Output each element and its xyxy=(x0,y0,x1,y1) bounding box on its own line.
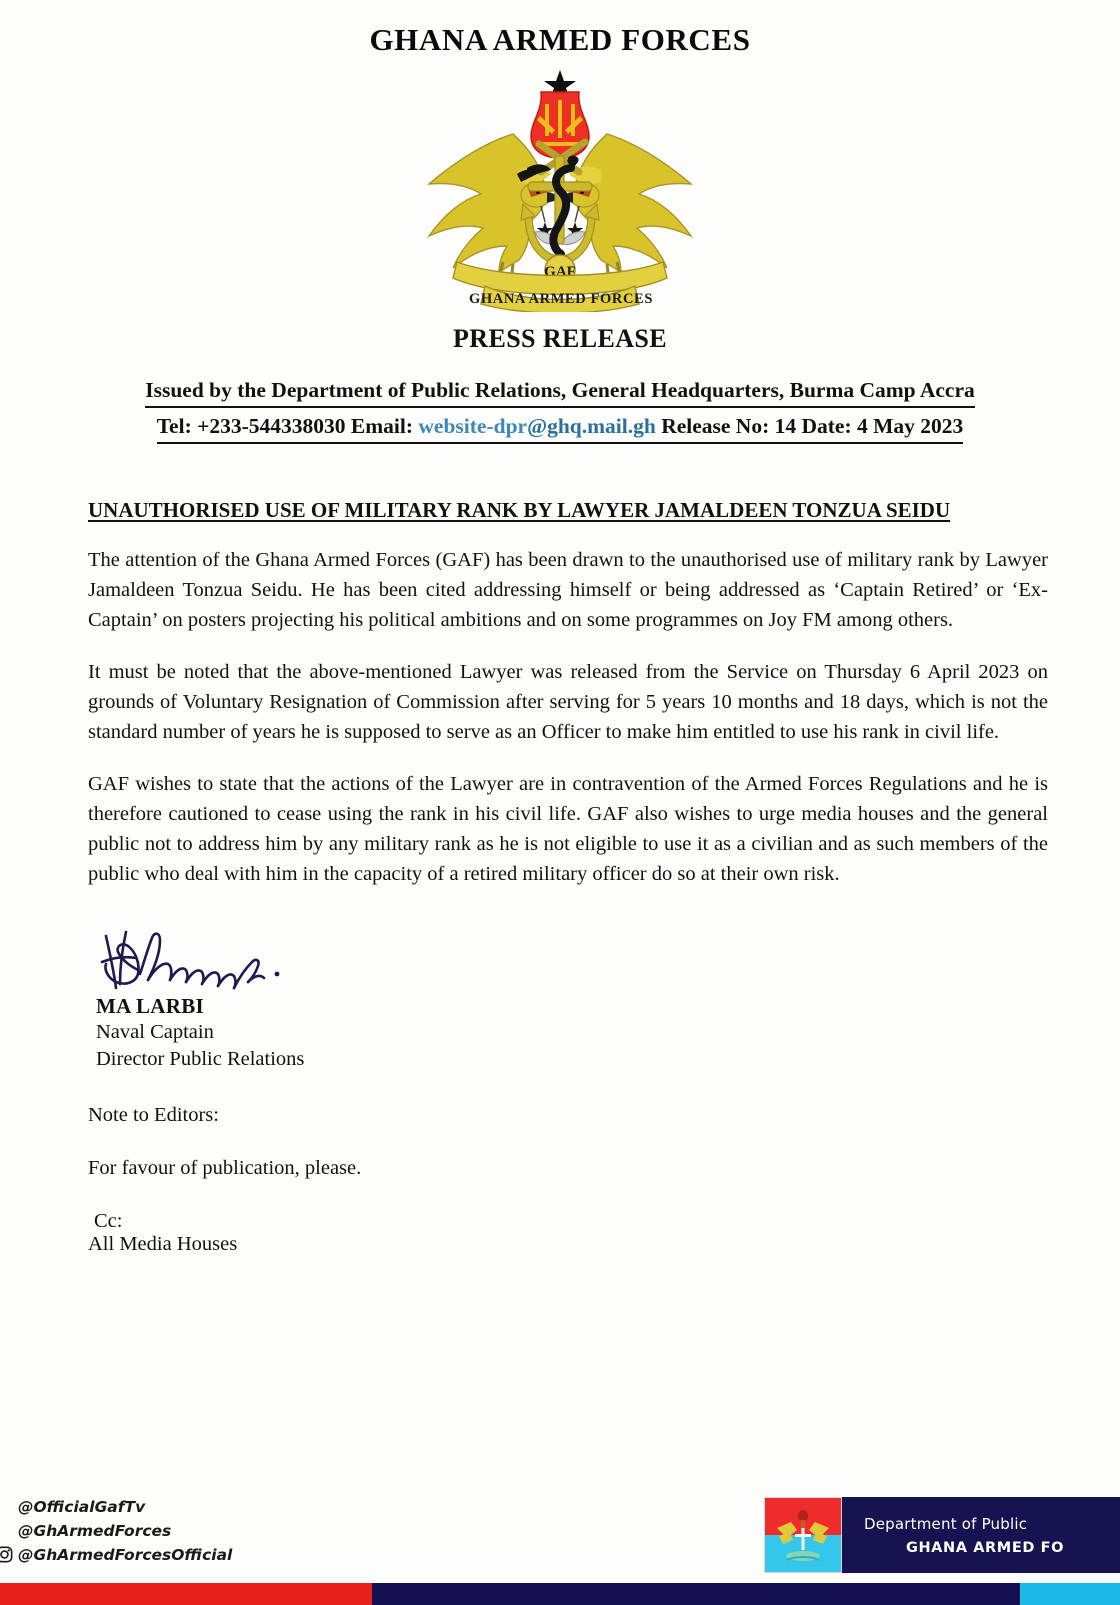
body-paragraph: It must be noted that the above-mentioned Lawyer was released from the Service on Thursday 6 April 2023 on grounds of Voluntary Resignation of Commission after serving for 5 years 10 months and 18 days, which is not the standard number of years he is supposed to serve as an Officer to make him entitled to use his rank in civil life. xyxy=(88,661,1048,743)
closing-block xyxy=(88,1104,1048,1256)
cc-block xyxy=(88,1210,1048,1256)
document-subject-heading: UNAUTHORISED USE OF MILITARY RANK BY LAWYER JAMALDEEN TONZUA SEIDU xyxy=(88,498,951,523)
footer-color-bar xyxy=(0,1583,1120,1605)
color-bar-segment-navy xyxy=(372,1583,1020,1605)
issued-by-block xyxy=(0,376,1120,444)
email-colon: : xyxy=(405,414,414,439)
department-footer-badge xyxy=(764,1497,1120,1573)
page-title: GHANA ARMED FORCES xyxy=(369,22,751,57)
masthead xyxy=(0,0,1120,444)
social-handle-row[interactable] xyxy=(18,1519,232,1543)
signatory-position: Director Public Relations xyxy=(96,1048,305,1071)
page-footer xyxy=(0,1465,1120,1605)
cc-recipients: All Media Houses xyxy=(88,1233,238,1256)
note-to-editors-label: Note to Editors: xyxy=(88,1104,219,1127)
cc-label: Cc: xyxy=(94,1210,123,1233)
email-address-user[interactable]: website-dpr xyxy=(413,414,528,439)
signatory-name: MA LARBI xyxy=(96,993,204,1018)
ghana-coat-of-arms-flag-icon xyxy=(764,1497,842,1573)
signature-block xyxy=(96,924,1048,1075)
color-bar-segment-red xyxy=(0,1583,372,1605)
body-paragraph: GAF wishes to state that the actions of the Lawyer are in contravention of the Armed Forces Regulations and he is therefore cautioned to cease using the rank in his civil life. GAF also wishes to urge media houses and the general public not to address him by any military rank as he is not eligible to use it as a civilian and as such members of the public who deal with him in the capacity of a retired military officer do so at their own risk. xyxy=(88,772,1048,885)
release-info: Release No: 14 Date: 4 May 2023 xyxy=(655,414,964,439)
handwritten-signature xyxy=(96,924,316,1000)
badge-department-label: Department of Public xyxy=(864,1514,1028,1533)
email-address-domain[interactable]: @ghq.mail.gh xyxy=(527,414,656,439)
issued-by-line: Issued by the Department of Public Relations, General Headquarters, Burma Camp Accra xyxy=(145,376,974,408)
social-handle-row[interactable] xyxy=(18,1543,232,1567)
coat-of-arms-crest xyxy=(0,64,1120,312)
badge-organisation-label: GHANA ARMED FO xyxy=(905,1539,1065,1556)
social-handle-row[interactable] xyxy=(18,1495,232,1519)
social-handle-text[interactable]: @GhArmedForces xyxy=(18,1521,172,1540)
signatory-rank: Naval Captain xyxy=(96,1020,214,1043)
color-bar-segment-cyan xyxy=(1020,1583,1120,1605)
contact-line xyxy=(157,412,964,444)
badge-text-panel xyxy=(842,1497,1120,1573)
favour-of-publication-line: For favour of publication, please. xyxy=(88,1157,362,1180)
document-body xyxy=(88,496,1048,1256)
social-handle-text[interactable]: @GhArmedForcesOfficial xyxy=(18,1545,233,1564)
instagram-icon[interactable] xyxy=(0,1546,18,1563)
gaf-crest-icon xyxy=(395,64,725,312)
social-handle-text[interactable]: @OfficialGafTv xyxy=(18,1497,146,1516)
body-paragraph: The attention of the Ghana Armed Forces (GAF) has been drawn to the unauthorised use of military rank by Lawyer Jamaldeen Tonzua Seidu. He has been cited addressing himself or being addressed as ‘Captain Retired’ or ‘Ex-Captain’ on posters projecting his political ambitions and on some programmes on Joy FM among others. xyxy=(88,549,1048,632)
telephone-label: Tel: +233-544338030 Email xyxy=(156,414,406,439)
crest-monogram: GAF xyxy=(544,264,576,280)
crest-motto-text: GHANA ARMED FORCES xyxy=(468,291,654,307)
social-handles-list xyxy=(18,1495,232,1567)
press-release-heading: PRESS RELEASE xyxy=(453,324,667,353)
